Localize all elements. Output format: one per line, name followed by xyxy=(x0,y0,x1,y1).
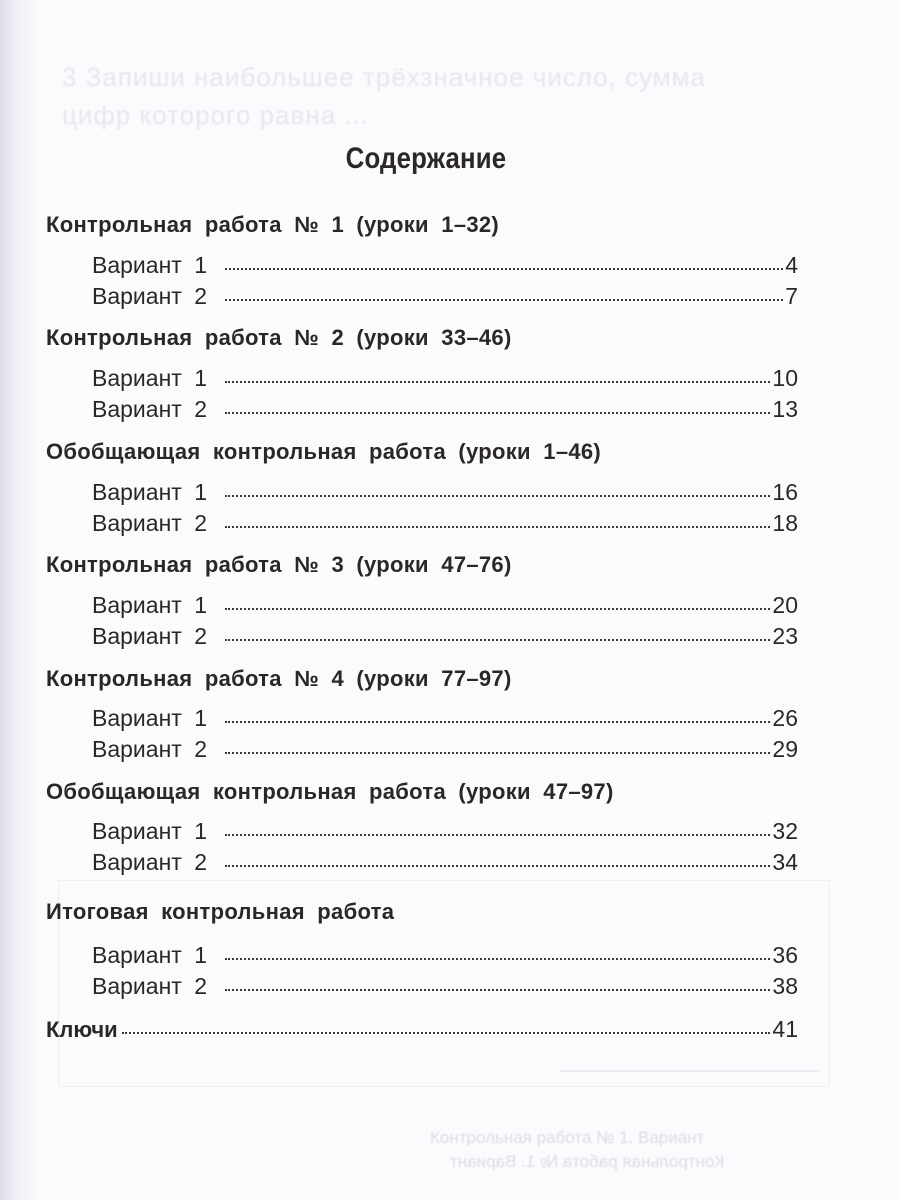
dot-leader xyxy=(225,381,770,383)
toc-entry[interactable] xyxy=(92,510,798,537)
toc-entry[interactable] xyxy=(92,942,798,969)
entry-label: Вариант 1 xyxy=(92,705,207,731)
dot-leader xyxy=(225,608,770,610)
toc-entry[interactable] xyxy=(92,736,798,763)
dot-leader xyxy=(225,299,783,301)
page-number: 7 xyxy=(785,283,798,309)
entry-label: Вариант 1 xyxy=(92,252,207,278)
dot-leader xyxy=(225,526,770,528)
dot-leader xyxy=(225,752,770,754)
page-number: 13 xyxy=(772,396,798,422)
dot-leader xyxy=(225,865,770,867)
page-number: 26 xyxy=(772,705,798,731)
section-heading: Контрольная работа № 1 (уроки 1–32) xyxy=(46,212,500,237)
dot-leader xyxy=(225,495,770,497)
dot-leader xyxy=(225,958,770,960)
section-heading: Контрольная работа № 4 (уроки 77–97) xyxy=(46,666,512,691)
entry-label: Вариант 2 xyxy=(92,623,207,649)
bleed-through-text: 3 Запиши наибольшее трёхзначное число, сумма xyxy=(62,62,707,92)
toc-entry[interactable] xyxy=(92,283,798,310)
page-number: 23 xyxy=(772,623,798,649)
page-number: 36 xyxy=(772,942,798,968)
bleed-through-text: Контрольная работа № 1. Вариант xyxy=(450,1152,725,1171)
page-number: 10 xyxy=(772,365,798,391)
dot-leader xyxy=(225,834,770,836)
page-number: 32 xyxy=(772,818,798,844)
section-heading: Контрольная работа № 2 (уроки 33–46) xyxy=(46,325,512,350)
page-number: 34 xyxy=(772,849,798,875)
entry-label: Вариант 2 xyxy=(92,396,207,422)
section-heading: Итоговая контрольная работа xyxy=(46,899,395,924)
page-number: 41 xyxy=(772,1016,798,1042)
entry-label: Вариант 1 xyxy=(92,365,207,391)
dot-leader xyxy=(225,412,770,414)
entry-label: Вариант 1 xyxy=(92,479,207,505)
entry-label: Вариант 2 xyxy=(92,283,207,309)
entry-label: Вариант 1 xyxy=(92,818,207,844)
toc-entry[interactable] xyxy=(92,623,798,650)
toc-entry-keys[interactable] xyxy=(46,1016,798,1043)
page-number: 16 xyxy=(772,479,798,505)
toc-entry[interactable] xyxy=(92,479,798,506)
toc-entry[interactable] xyxy=(92,396,798,423)
dot-leader xyxy=(225,268,783,270)
entry-label: Вариант 2 xyxy=(92,736,207,762)
bleed-through-text: цифр которого равна ... xyxy=(62,100,370,130)
page-number: 4 xyxy=(785,252,798,278)
entry-label: Вариант 1 xyxy=(92,592,207,618)
dot-leader xyxy=(225,639,770,641)
toc-entry[interactable] xyxy=(92,365,798,392)
toc-entry[interactable] xyxy=(92,818,798,845)
dot-leader xyxy=(225,721,770,723)
entry-label: Ключи xyxy=(46,1017,118,1042)
entry-label: Вариант 2 xyxy=(92,849,207,875)
entry-label: Вариант 2 xyxy=(92,973,207,999)
section-heading: Обобщающая контрольная работа (уроки 1–46) xyxy=(46,439,602,464)
toc-entry[interactable] xyxy=(92,252,798,279)
toc-entry[interactable] xyxy=(92,592,798,619)
toc-entry[interactable] xyxy=(92,849,798,876)
page-number: 20 xyxy=(772,592,798,618)
page-title: Содержание xyxy=(345,142,507,175)
page-number: 29 xyxy=(772,736,798,762)
section-heading: Контрольная работа № 3 (уроки 47–76) xyxy=(46,552,512,577)
page-number: 18 xyxy=(772,510,798,536)
dot-leader xyxy=(122,1032,771,1034)
toc-entry[interactable] xyxy=(92,973,798,1000)
page-number: 38 xyxy=(772,973,798,999)
toc-entry[interactable] xyxy=(92,705,798,732)
entry-label: Вариант 2 xyxy=(92,510,207,536)
dot-leader xyxy=(225,989,770,991)
bleed-through-text: Контрольная работа № 1. Вариант xyxy=(430,1128,705,1147)
entry-label: Вариант 1 xyxy=(92,942,207,968)
section-heading: Обобщающая контрольная работа (уроки 47–97) xyxy=(46,779,614,804)
